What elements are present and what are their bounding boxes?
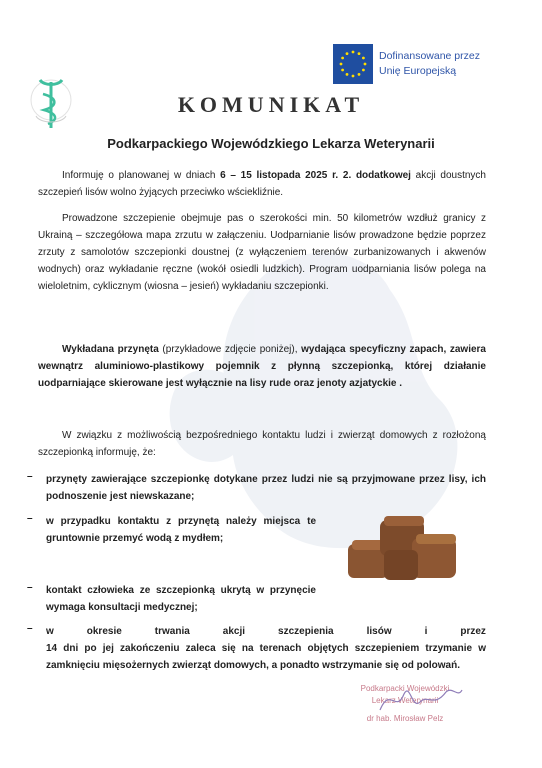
bullet-1: przynęty zawierające szczepionkę dotykane przez ludzi nie są przyjmowane przez lisy, ich podnoszenie jest niewskazane; (46, 474, 486, 502)
bullet-3: kontakt człowieka ze szczepionką ukrytą w przynęcie wymaga konsultacji medycznej; (46, 585, 316, 613)
signature (376, 680, 466, 718)
paragraph-4: W związku z możliwością bezpośredniego kontaktu ludzi i zwierząt domowych z rozłożoną szczepionką informuję, że: (38, 430, 486, 458)
document-title: KOMUNIKAT (177, 92, 365, 117)
paragraph-2: Prowadzone szczepienie obejmuje pas o szerokości min. 50 kilometrów wzdłuż granicy z Ukrainą – szczegółowa mapa zrzutu w załączeniu. Uodparnianie lisów prowadzone będzie poprzez zrzuty z samolotów szczepionki doustnej (z wyłączeniem terenów zurbanizowanych i akwenów wodnych) oraz wykładanie ręczne (wokół osiedli ludzkich). Program uodparniania lisów polega na wieloletnim, cyklicznym (wiosna – jesień) wykładaniu szczepionki. (38, 213, 486, 292)
paragraph-3: Wykładana przynęta (przykładowe zdjęcie poniżej), wydająca specyficzny zapach, zawiera wewnątrz aluminiowo-plastikowy pojemnik z płynną szczepionką, której działanie uodparniające skierowane jest wyłącznie na lisy rude oraz jenoty azjatyckie . (38, 344, 486, 389)
official-stamp: Podkarpacki Wojewódzki Lekarz Weterynarii dr hab. Mirosław Pelz (360, 684, 450, 723)
eu-text-line1: Dofinansowane przez (379, 50, 480, 62)
bait-cubes-image (340, 510, 468, 586)
bullet-4-rest: 14 dni po jej zakończeniu zaleca się na terenach objętych szczepieniem trzymanie w zamknięciu mięsożernych zwierząt domowych, a ponadto wstrzymanie się od polowań. (46, 643, 486, 671)
bullet-dash-2: – (27, 513, 33, 524)
bullet-dash-3: – (27, 582, 33, 593)
bullet-4-first-line: w okresie trwania akcji szczepienia lisów i przez (46, 626, 486, 637)
eu-flag-icon (333, 44, 373, 84)
bullet-dash-1: – (27, 471, 33, 482)
paragraph-1: Informuję o planowanej w dniach 6 – 15 listopada 2025 r. 2. dodatkowej akcji doustnych szczepień lisów wolno żyjących przeciwko wściekliźnie. (38, 170, 486, 198)
bullet-4 (46, 623, 486, 674)
document-subtitle: Podkarpackiego Wojewódzkiego Lekarza Weterynarii (107, 136, 435, 151)
bullet-2: w przypadku kontaktu z przynętą należy miejsca te gruntownie przemyć wodą z mydłem; (46, 516, 316, 544)
eu-funding-logo (333, 44, 480, 88)
eu-text-line2: Unię Europejską (379, 65, 457, 77)
bullet-dash-4: – (27, 623, 33, 634)
